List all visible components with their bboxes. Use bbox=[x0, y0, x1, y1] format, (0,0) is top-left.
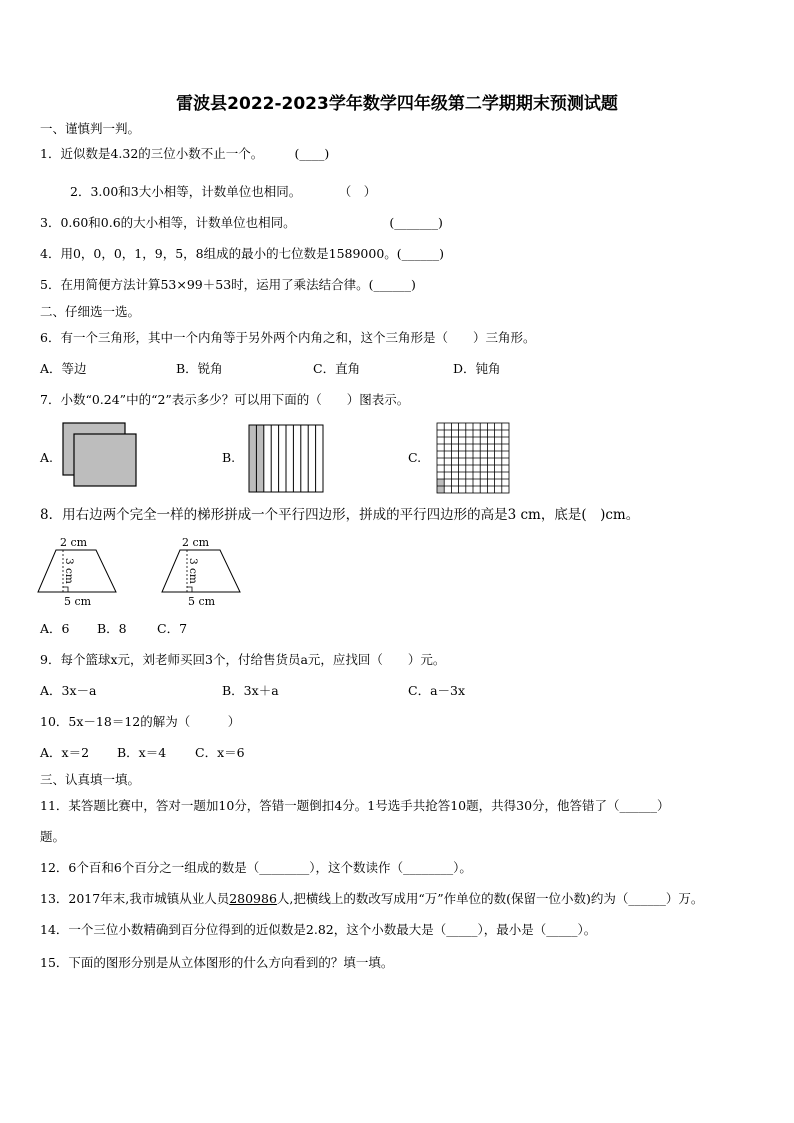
question-14: 14．一个三位小数精确到百分位得到的近似数是2.82，这个小数最大是（_____），最小是（_____）。 bbox=[40, 922, 597, 937]
q6-option-b: B．锐角 bbox=[176, 361, 223, 376]
q10-option-a: A．x＝2 bbox=[40, 745, 90, 760]
trapezoid-2-bottom-label: 5 cm bbox=[188, 595, 216, 608]
q8-option-a: A．6 bbox=[40, 621, 70, 636]
question-11: 11．某答题比赛中，答对一题加10分，答错一题倒扣4分。1号选手共抢答10题，共得30分，他答错了（______） bbox=[40, 798, 670, 813]
question-5: 5．在用简便方法计算53×99＋53时，运用了乘法结合律。(______) bbox=[40, 277, 416, 292]
question-3: 3．0.60和0.6的大小相等，计数单位也相同。 (_______) bbox=[40, 215, 443, 230]
question-10: 10．5x－18＝12的解为（ ） bbox=[40, 714, 241, 729]
trapezoid-1-bottom-label: 5 cm bbox=[64, 595, 92, 608]
q10-option-b: B．x＝4 bbox=[117, 745, 167, 760]
question-2: 2．3.00和3大小相等，计数单位也相同。 （ ） bbox=[70, 184, 377, 199]
question-11-continued: 题。 bbox=[40, 829, 66, 844]
question-1: 1．近似数是4.32的三位小数不止一个。 (____) bbox=[40, 146, 330, 161]
q8-option-c: C．7 bbox=[157, 621, 188, 636]
q13-underlined-number: 280986 bbox=[229, 891, 277, 906]
q9-option-a: A．3x－a bbox=[40, 683, 97, 698]
q7-figure-b bbox=[248, 424, 324, 494]
trapezoid-2-height-label: 3 cm bbox=[187, 558, 199, 584]
question-12: 12．6个百和6个百分之一组成的数是（________），这个数读作（________）。 bbox=[40, 860, 472, 875]
section-heading-2: 二、仔细选一选。 bbox=[40, 304, 141, 319]
question-4: 4．用0，0，0，1，9，5，8组成的最小的七位数是1589000。(______) bbox=[40, 246, 445, 261]
q8-trapezoid-2 bbox=[160, 534, 252, 610]
q8-trapezoid-1 bbox=[36, 534, 128, 610]
trapezoid-1-top-label: 2 cm bbox=[60, 536, 88, 549]
question-13: 13．2017年末,我市城镇从业人员280986人,把横线上的数改写成用“万”作单位的数(保留一位小数)约为（______）万。 bbox=[40, 891, 704, 906]
question-7: 7．小数“0.24”中的“2”表示多少？可以用下面的（ ）图表示。 bbox=[40, 392, 410, 407]
trapezoid-1-height-label: 3 cm bbox=[63, 558, 75, 584]
q7-label-c: C. bbox=[408, 450, 422, 465]
question-6: 6．有一个三角形，其中一个内角等于另外两个内角之和，这个三角形是（ ）三角形。 bbox=[40, 330, 536, 345]
q7-label-b: B. bbox=[222, 450, 236, 465]
section-heading-3: 三、认真填一填。 bbox=[40, 772, 141, 787]
q7-label-a: A. bbox=[40, 450, 54, 465]
q9-option-c: C．a－3x bbox=[408, 683, 466, 698]
question-15: 15．下面的图形分别是从立体图形的什么方向看到的？填一填。 bbox=[40, 955, 394, 970]
q9-option-b: B．3x＋a bbox=[222, 683, 279, 698]
q6-option-a: A．等边 bbox=[40, 361, 87, 376]
q8-option-b: B．8 bbox=[97, 621, 127, 636]
q6-option-d: D．钝角 bbox=[453, 361, 501, 376]
section-heading-1: 一、谨慎判一判。 bbox=[40, 121, 141, 136]
q7-figure-c bbox=[436, 422, 510, 494]
question-9: 9．每个篮球x元，刘老师买回3个，付给售货员a元，应找回（ ）元。 bbox=[40, 652, 446, 667]
question-8: 8．用右边两个完全一样的梯形拼成一个平行四边形，拼成的平行四边形的高是3 cm，底是( )cm。 bbox=[40, 507, 640, 523]
trapezoid-2-top-label: 2 cm bbox=[182, 536, 210, 549]
page-title: 雷波县2022-2023学年数学四年级第二学期期末预测试题 bbox=[176, 94, 618, 114]
q6-option-c: C．直角 bbox=[313, 361, 361, 376]
q7-figure-a bbox=[62, 422, 140, 490]
q10-option-c: C．x＝6 bbox=[195, 745, 245, 760]
